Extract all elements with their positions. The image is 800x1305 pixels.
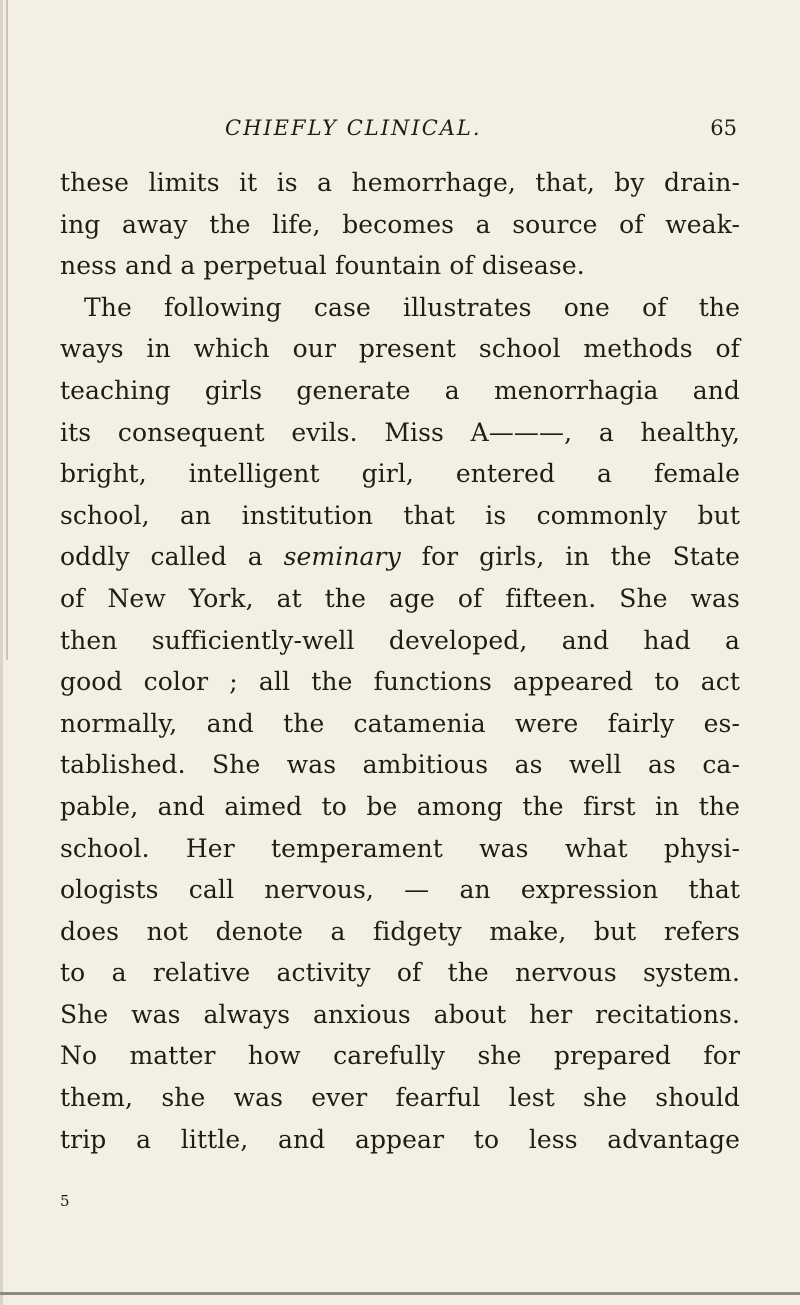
line-10-after: for girls, in the State <box>400 542 740 572</box>
text-line-10 <box>60 536 740 578</box>
page-edge-line <box>6 0 8 660</box>
text-line-22: No matter how carefully she prepared for <box>60 1041 740 1071</box>
text-line-24: trip a little, and appear to less advantage <box>60 1124 740 1154</box>
text-line-19: does not denote a fidgety make, but refers <box>60 916 740 946</box>
italic-seminary: seminary <box>283 542 401 572</box>
text-line-16: pable, and aimed to be among the first in the <box>60 791 740 821</box>
text-line-1: these limits it is a hemorrhage, that, by drain- <box>60 168 740 197</box>
text-line-12: then sufficiently-well developed, and had a <box>60 625 740 655</box>
line-10-before: oddly called a <box>60 542 284 572</box>
text-line-3: ness and a perpetual fountain of disease. <box>60 251 585 281</box>
text-line-9: school, an institution that is commonly but <box>60 500 740 530</box>
text-line-11: of New York, at the age of fifteen. She was <box>60 583 740 613</box>
signature-mark: 5 <box>60 1192 70 1210</box>
text-line-6: teaching girls generate a menorrhagia and <box>60 375 740 405</box>
running-head <box>225 116 737 146</box>
text-line-18: ologists call nervous, — an expression that <box>60 875 740 905</box>
page-bottom-edge <box>0 1292 800 1295</box>
page-number: 65 <box>710 116 737 140</box>
text-line-15: tablished. She was ambitious as well as ca- <box>60 750 740 780</box>
text-line-23: them, she was ever fearful lest she should <box>60 1083 740 1113</box>
text-line-4: The following case illustrates one of the <box>84 292 740 322</box>
body-text <box>60 162 740 1160</box>
page-gutter-shadow <box>0 0 3 1305</box>
text-line-5: ways in which our present school methods of <box>60 334 740 364</box>
text-line-13: good color ; all the functions appeared to act <box>60 667 740 697</box>
running-head-title: CHIEFLY CLINICAL. <box>225 116 482 140</box>
text-line-2: ing away the life, becomes a source of weak- <box>60 209 740 239</box>
text-line-21: She was always anxious about her recitations. <box>60 999 740 1029</box>
text-line-8: bright, intelligent girl, entered a female <box>60 459 740 489</box>
text-line-17: school. Her temperament was what physi- <box>60 833 740 863</box>
text-line-14: normally, and the catamenia were fairly es- <box>60 708 740 738</box>
text-line-7: its consequent evils. Miss A———, a healthy, <box>60 417 740 447</box>
text-line-20: to a relative activity of the nervous system. <box>60 958 740 988</box>
